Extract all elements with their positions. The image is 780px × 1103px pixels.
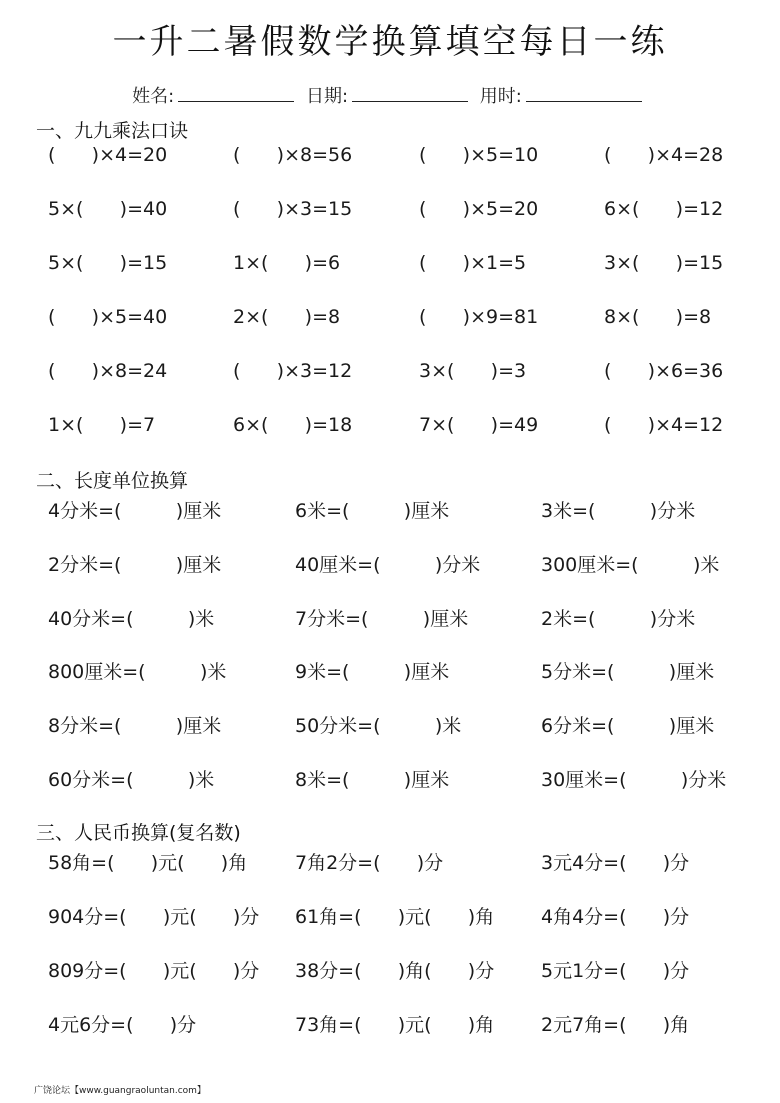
problem-row bbox=[0, 902, 780, 932]
problem-item[interactable]: 40分米=( )米 bbox=[48, 608, 215, 630]
problem-item[interactable]: 61角=( )元( )角 bbox=[295, 906, 495, 928]
problem-item[interactable]: 60分米=( )米 bbox=[48, 769, 215, 791]
problem-item[interactable]: 3×( )=15 bbox=[604, 252, 724, 274]
problem-row bbox=[0, 144, 780, 174]
problem-item[interactable]: 800厘米=( )米 bbox=[48, 661, 227, 683]
problem-row bbox=[0, 360, 780, 390]
problem-row bbox=[0, 198, 780, 228]
footer-source: 广饶论坛【www.guangraoluntan.com】 bbox=[34, 1086, 206, 1096]
section-title: 三、人民币换算(复名数) bbox=[36, 822, 241, 844]
time-blank[interactable] bbox=[526, 83, 642, 102]
problem-item[interactable]: ( )×1=5 bbox=[419, 252, 527, 274]
problem-item[interactable]: 7×( )=49 bbox=[419, 414, 539, 436]
problem-row bbox=[0, 550, 780, 580]
date-label: 日期: bbox=[305, 86, 349, 107]
problem-item[interactable]: ( )×5=20 bbox=[419, 198, 539, 220]
problem-row bbox=[0, 414, 780, 444]
problem-item[interactable]: 3×( )=3 bbox=[419, 360, 527, 382]
problem-row bbox=[0, 496, 780, 526]
problem-item[interactable]: ( )×5=40 bbox=[48, 306, 168, 328]
name-blank[interactable] bbox=[178, 83, 294, 102]
problem-item[interactable]: ( )×5=10 bbox=[419, 144, 539, 166]
problem-item[interactable]: 38分=( )角( )分 bbox=[295, 960, 495, 982]
problem-item[interactable]: 7角2分=( )分 bbox=[295, 852, 444, 874]
problem-item[interactable]: 809分=( )元( )分 bbox=[48, 960, 260, 982]
problem-item[interactable]: 1×( )=7 bbox=[48, 414, 156, 436]
problem-item[interactable]: 2分米=( )厘米 bbox=[48, 554, 222, 576]
problem-item[interactable]: ( )×6=36 bbox=[604, 360, 724, 382]
problem-item[interactable]: 4分米=( )厘米 bbox=[48, 500, 222, 522]
problem-item[interactable]: 6分米=( )厘米 bbox=[541, 715, 715, 737]
problem-item[interactable]: 1×( )=6 bbox=[233, 252, 341, 274]
problem-item[interactable]: 5×( )=40 bbox=[48, 198, 168, 220]
problem-row bbox=[0, 711, 780, 741]
problem-item[interactable]: 50分米=( )米 bbox=[295, 715, 462, 737]
section-title: 二、长度单位换算 bbox=[36, 470, 189, 492]
problem-row bbox=[0, 1010, 780, 1040]
problem-item[interactable]: 9米=( )厘米 bbox=[295, 661, 450, 683]
section-title: 一、九九乘法口诀 bbox=[36, 120, 189, 142]
problem-item[interactable]: 8分米=( )厘米 bbox=[48, 715, 222, 737]
problem-item[interactable]: 5分米=( )厘米 bbox=[541, 661, 715, 683]
problem-item[interactable]: 8米=( )厘米 bbox=[295, 769, 450, 791]
problem-item[interactable]: 2×( )=8 bbox=[233, 306, 341, 328]
problem-item[interactable]: 6×( )=18 bbox=[233, 414, 353, 436]
problem-row bbox=[0, 657, 780, 687]
problem-item[interactable]: 4元6分=( )分 bbox=[48, 1014, 197, 1036]
problem-item[interactable]: 6米=( )厘米 bbox=[295, 500, 450, 522]
problem-item[interactable]: 73角=( )元( )角 bbox=[295, 1014, 495, 1036]
time-label: 用时: bbox=[479, 86, 522, 107]
problem-item[interactable]: 2元7角=( )角 bbox=[541, 1014, 690, 1036]
problem-item[interactable]: 6×( )=12 bbox=[604, 198, 724, 220]
worksheet-title: 一升二暑假数学换算填空每日一练 bbox=[112, 22, 668, 62]
problem-item[interactable]: 904分=( )元( )分 bbox=[48, 906, 260, 928]
problem-item[interactable]: 2米=( )分米 bbox=[541, 608, 696, 630]
problem-item[interactable]: ( )×4=20 bbox=[48, 144, 168, 166]
problem-item[interactable]: 40厘米=( )分米 bbox=[295, 554, 481, 576]
problem-item[interactable]: 58角=( )元( )角 bbox=[48, 852, 248, 874]
problem-item[interactable]: ( )×3=15 bbox=[233, 198, 353, 220]
problem-row bbox=[0, 765, 780, 795]
problem-row bbox=[0, 848, 780, 878]
date-blank[interactable] bbox=[352, 83, 468, 102]
problem-row bbox=[0, 252, 780, 282]
problem-item[interactable]: ( )×3=12 bbox=[233, 360, 353, 382]
problem-item[interactable]: 3米=( )分米 bbox=[541, 500, 696, 522]
problem-item[interactable]: ( )×9=81 bbox=[419, 306, 539, 328]
student-info-line bbox=[0, 82, 780, 108]
problem-item[interactable]: 7分米=( )厘米 bbox=[295, 608, 469, 630]
problem-item[interactable]: 5元1分=( )分 bbox=[541, 960, 690, 982]
problem-row bbox=[0, 604, 780, 634]
problem-row bbox=[0, 956, 780, 986]
problem-row bbox=[0, 306, 780, 336]
problem-item[interactable]: 5×( )=15 bbox=[48, 252, 168, 274]
name-label: 姓名: bbox=[132, 86, 175, 107]
problem-item[interactable]: 8×( )=8 bbox=[604, 306, 712, 328]
problem-item[interactable]: 30厘米=( )分米 bbox=[541, 769, 727, 791]
problem-item[interactable]: 4角4分=( )分 bbox=[541, 906, 690, 928]
problem-item[interactable]: ( )×4=28 bbox=[604, 144, 724, 166]
problem-item[interactable]: ( )×8=56 bbox=[233, 144, 353, 166]
problem-item[interactable]: 300厘米=( )米 bbox=[541, 554, 720, 576]
problem-item[interactable]: ( )×4=12 bbox=[604, 414, 724, 436]
problem-item[interactable]: ( )×8=24 bbox=[48, 360, 168, 382]
problem-item[interactable]: 3元4分=( )分 bbox=[541, 852, 690, 874]
